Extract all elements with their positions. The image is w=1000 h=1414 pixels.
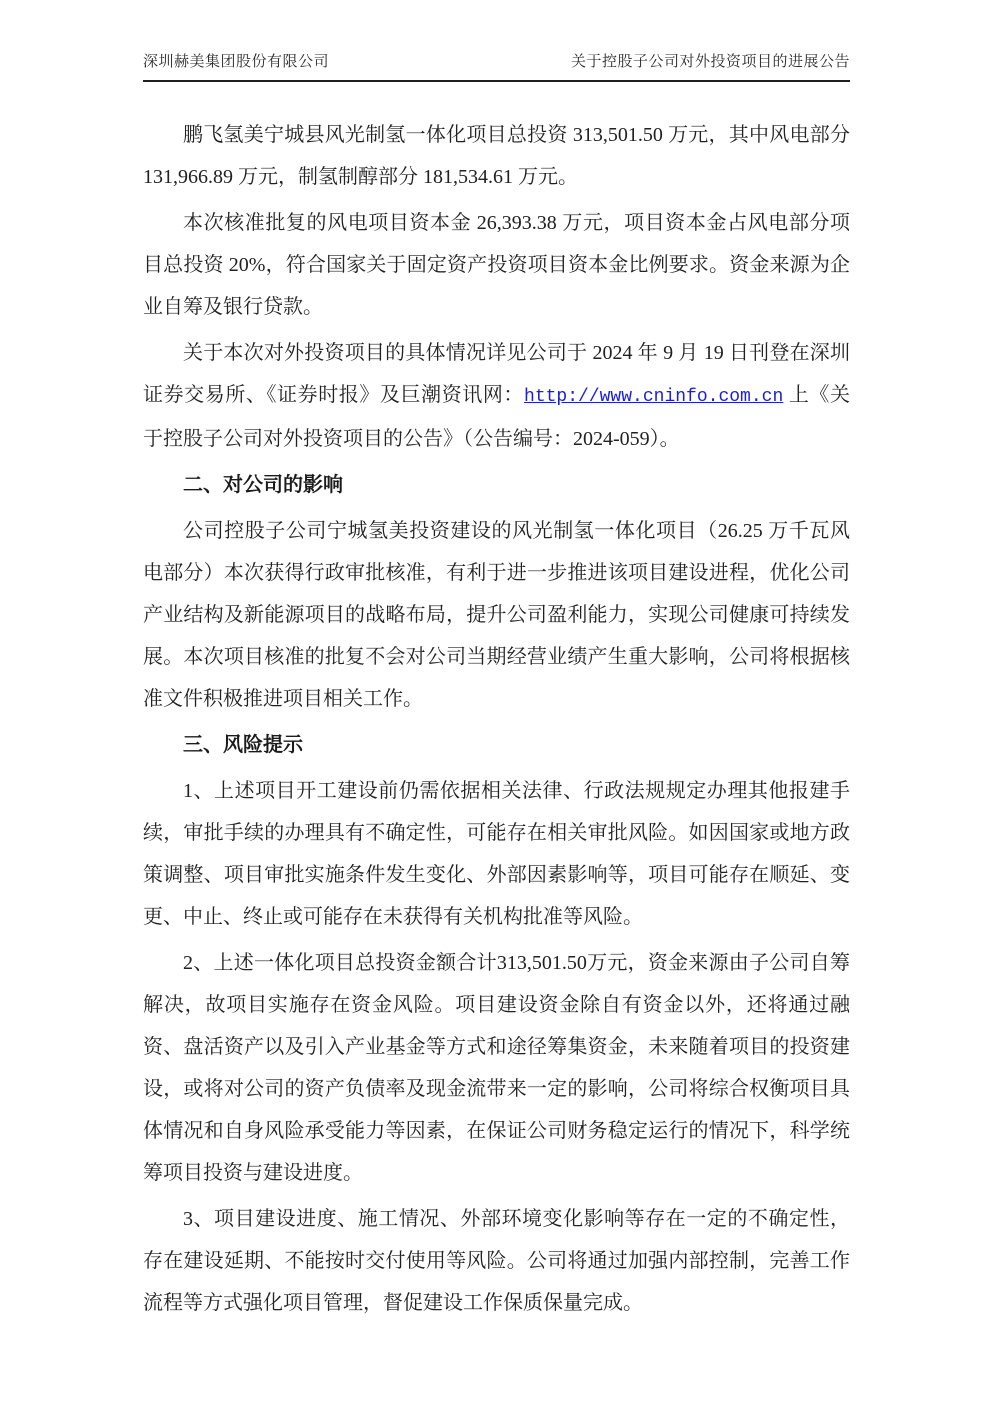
paragraph-company-impact: 公司控股子公司宁城氢美投资建设的风光制氢一体化项目（26.25 万千瓦风电部分）本次获得行政审批核准，有利于进一步推进该项目建设进程，优化公司产业结构及新能源项目的战略布局，提升公司盈利能力，实现公司健康可持续发展。本次项目核准的批复不会对公司当期经营业绩产生重大影响，公司将根据核准文件积极推进项目相关工作。 [143, 520, 850, 710]
disclosure-text-before-link: 关于本次对外投资项目的具体情况详见公司于 2024 年 9 月 19 日刊登在深圳证券交易所、《证券时报》及巨潮资讯网： [143, 342, 850, 406]
paragraph-disclosure [143, 332, 850, 460]
disclosure-text-after-link: 上《关于控股子公司对外投资项目的公告》（公告编号：2024-059）。 [143, 384, 851, 450]
paragraph-risk-funding: 2、上述一体化项目总投资金额合计313,501.50万元，资金来源由子公司自筹解决，故项目实施存在资金风险。项目建设资金除自有资金以外，还将通过融资、盘活资产以及引入产业基金等方式和途径筹集资金，未来随着项目的投资建设，或将对公司的资产负债率及现金流带来一定的影响，公司将综合权衡项目具体情况和自身风险承受能力等因素，在保证公司财务稳定运行的情况下，科学统筹项目投资与建设进度。 [143, 952, 850, 1184]
paragraph-total-investment: 鹏飞氢美宁城县风光制氢一体化项目总投资 313,501.50 万元，其中风电部分 131,966.89 万元，制氢制醇部分 181,534.61 万元。 [143, 124, 850, 188]
header-company-name: 深圳赫美集团股份有限公司 [143, 54, 330, 70]
page-header [143, 50, 850, 82]
section-heading-company-impact: 二、对公司的影响 [183, 474, 343, 496]
document-content [143, 50, 850, 1328]
document-body [143, 114, 850, 1324]
paragraph-risk-approval: 1、上述项目开工建设前仍需依据相关法律、行政法规规定办理其他报建手续，审批手续的办理具有不确定性，可能存在相关审批风险。如因国家或地方政策调整、项目审批实施条件发生变化、外部因素影响等，项目可能存在顺延、变更、中止、终止或可能存在未获得有关机构批准等风险。 [143, 780, 850, 928]
header-announcement-title: 关于控股子公司对外投资项目的进展公告 [570, 54, 850, 70]
cninfo-link[interactable]: http://www.cninfo.com.cn [524, 387, 784, 407]
section-heading-risk-notice: 三、风险提示 [183, 734, 303, 756]
paragraph-capital-approval: 本次核准批复的风电项目资本金 26,393.38 万元，项目资本金占风电部分项目总投资 20%，符合国家关于固定资产投资项目资本金比例要求。资金来源为企业自筹及银行贷款。 [143, 212, 850, 318]
paragraph-risk-construction: 3、项目建设进度、施工情况、外部环境变化影响等存在一定的不确定性，存在建设延期、不能按时交付使用等风险。公司将通过加强内部控制，完善工作流程等方式强化项目管理，督促建设工作保质保量完成。 [143, 1208, 850, 1314]
